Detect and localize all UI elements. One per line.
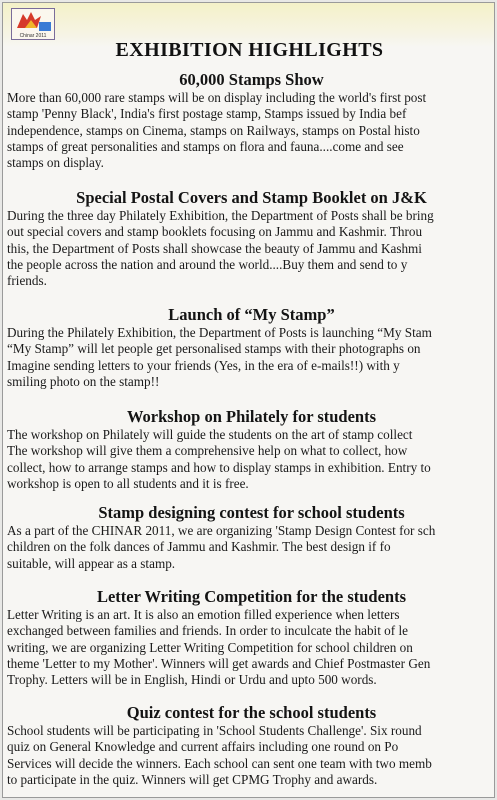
paragraph-line: The workshop will give them a comprehensive help on what to collect, how	[7, 443, 408, 459]
paragraph-line: School students will be participating in 'School Students Challenge'. Six round	[7, 723, 422, 738]
paragraph-line: Services will decide the winners. Each school can sent one team with two memb	[7, 755, 432, 771]
paragraph-line: During the three day Philately Exhibition, the Department of Posts shall be bring	[7, 208, 434, 223]
paragraph-line: to participate in the quiz. Winners will get CPMG Trophy and awards.	[7, 771, 378, 787]
section-my-stamp	[7, 305, 495, 390]
paragraph-line: As a part of the CHINAR 2011, we are organizing 'Stamp Design Contest for sch	[7, 523, 436, 538]
section-title: Special Postal Covers and Stamp Booklet on J&K	[76, 188, 427, 207]
section-workshop	[7, 407, 495, 492]
paragraph-line: theme 'Letter to my Mother'. Winners will get awards and Chief Postmaster Gen	[7, 655, 431, 671]
paragraph-line: During the Philately Exhibition, the Department of Posts is launching “My Stam	[7, 325, 432, 340]
paragraph-line: stamp 'Penny Black', India's first postage stamp, Stamps issued by India bef	[7, 106, 407, 122]
paragraph-line: stamps on display.	[7, 155, 104, 171]
section-title: Letter Writing Competition for the students	[96, 587, 407, 606]
section-title: Launch of “My Stamp”	[168, 305, 335, 324]
paragraph-line: collect, how to arrange stamps and how to display stamps in exhibition. Entry to	[7, 459, 431, 475]
paragraph-line: independence, stamps on Cinema, stamps on Railways, stamps on Postal histo	[7, 122, 420, 138]
paragraph-line: suitable, will appear as a stamp.	[7, 555, 176, 571]
paragraph-line: quiz on General Knowledge and current affairs including one round on Po	[7, 739, 399, 755]
paragraph-line: this, the Department of Posts shall showcase the beauty of Jammu and Kashmi	[7, 240, 422, 256]
document-page	[2, 2, 495, 798]
logo-caption: Chinar 2011	[19, 33, 47, 39]
chinar-2011-logo	[11, 8, 55, 40]
paragraph-line: the people across the nation and around the world....Buy them and send to y	[7, 256, 408, 272]
section-stamps-show	[7, 70, 495, 171]
section-title: Quiz contest for the school students	[126, 703, 377, 722]
page-title: EXHIBITION HIGHLIGHTS	[115, 39, 384, 61]
section-stamp-design-contest	[7, 503, 495, 572]
section-quiz-contest	[7, 703, 495, 788]
section-postal-covers	[7, 188, 495, 289]
paragraph-line: The workshop on Philately will guide the students on the art of stamp collect	[7, 427, 413, 442]
paragraph-line: out special covers and stamp booklets focusing on Jammu and Kashmir. Throu	[7, 224, 423, 240]
paragraph-line: stamps of great personalities and stamps on flora and fauna....come and see	[7, 138, 404, 154]
paragraph-line: exchanged between families and friends. In order to inculcate the habit of le	[7, 623, 408, 639]
paragraph-line: workshop is open to all students and it is free.	[7, 475, 249, 491]
paragraph-line: Imagine sending letters to your friends (Yes, in the era of e-mails!!) with y	[7, 357, 400, 373]
section-title: Workshop on Philately for students	[126, 407, 377, 426]
paragraph-line: friends.	[7, 273, 47, 289]
section-title: 60,000 Stamps Show	[179, 70, 324, 89]
paragraph-line: smiling photo on the stamp!!	[7, 373, 160, 389]
paragraph-line: “My Stamp” will let people get personalised stamps with their photographs on	[7, 341, 421, 357]
paragraph-line: More than 60,000 rare stamps will be on display including the world's first post	[7, 90, 427, 105]
paragraph-line: children on the folk dances of Jammu and Kashmir. The best design if fo	[7, 539, 391, 555]
paragraph-line: Trophy. Letters will be in English, Hindi or Urdu and upto 500 words.	[7, 672, 377, 688]
section-letter-writing	[7, 587, 495, 688]
paragraph-line: Letter Writing is an art. It is also an emotion filled experience when letters	[7, 607, 400, 622]
paragraph-line: writing, we are organizing Letter Writing Competition for school children on	[7, 639, 413, 655]
section-title: Stamp designing contest for school students	[98, 503, 405, 522]
